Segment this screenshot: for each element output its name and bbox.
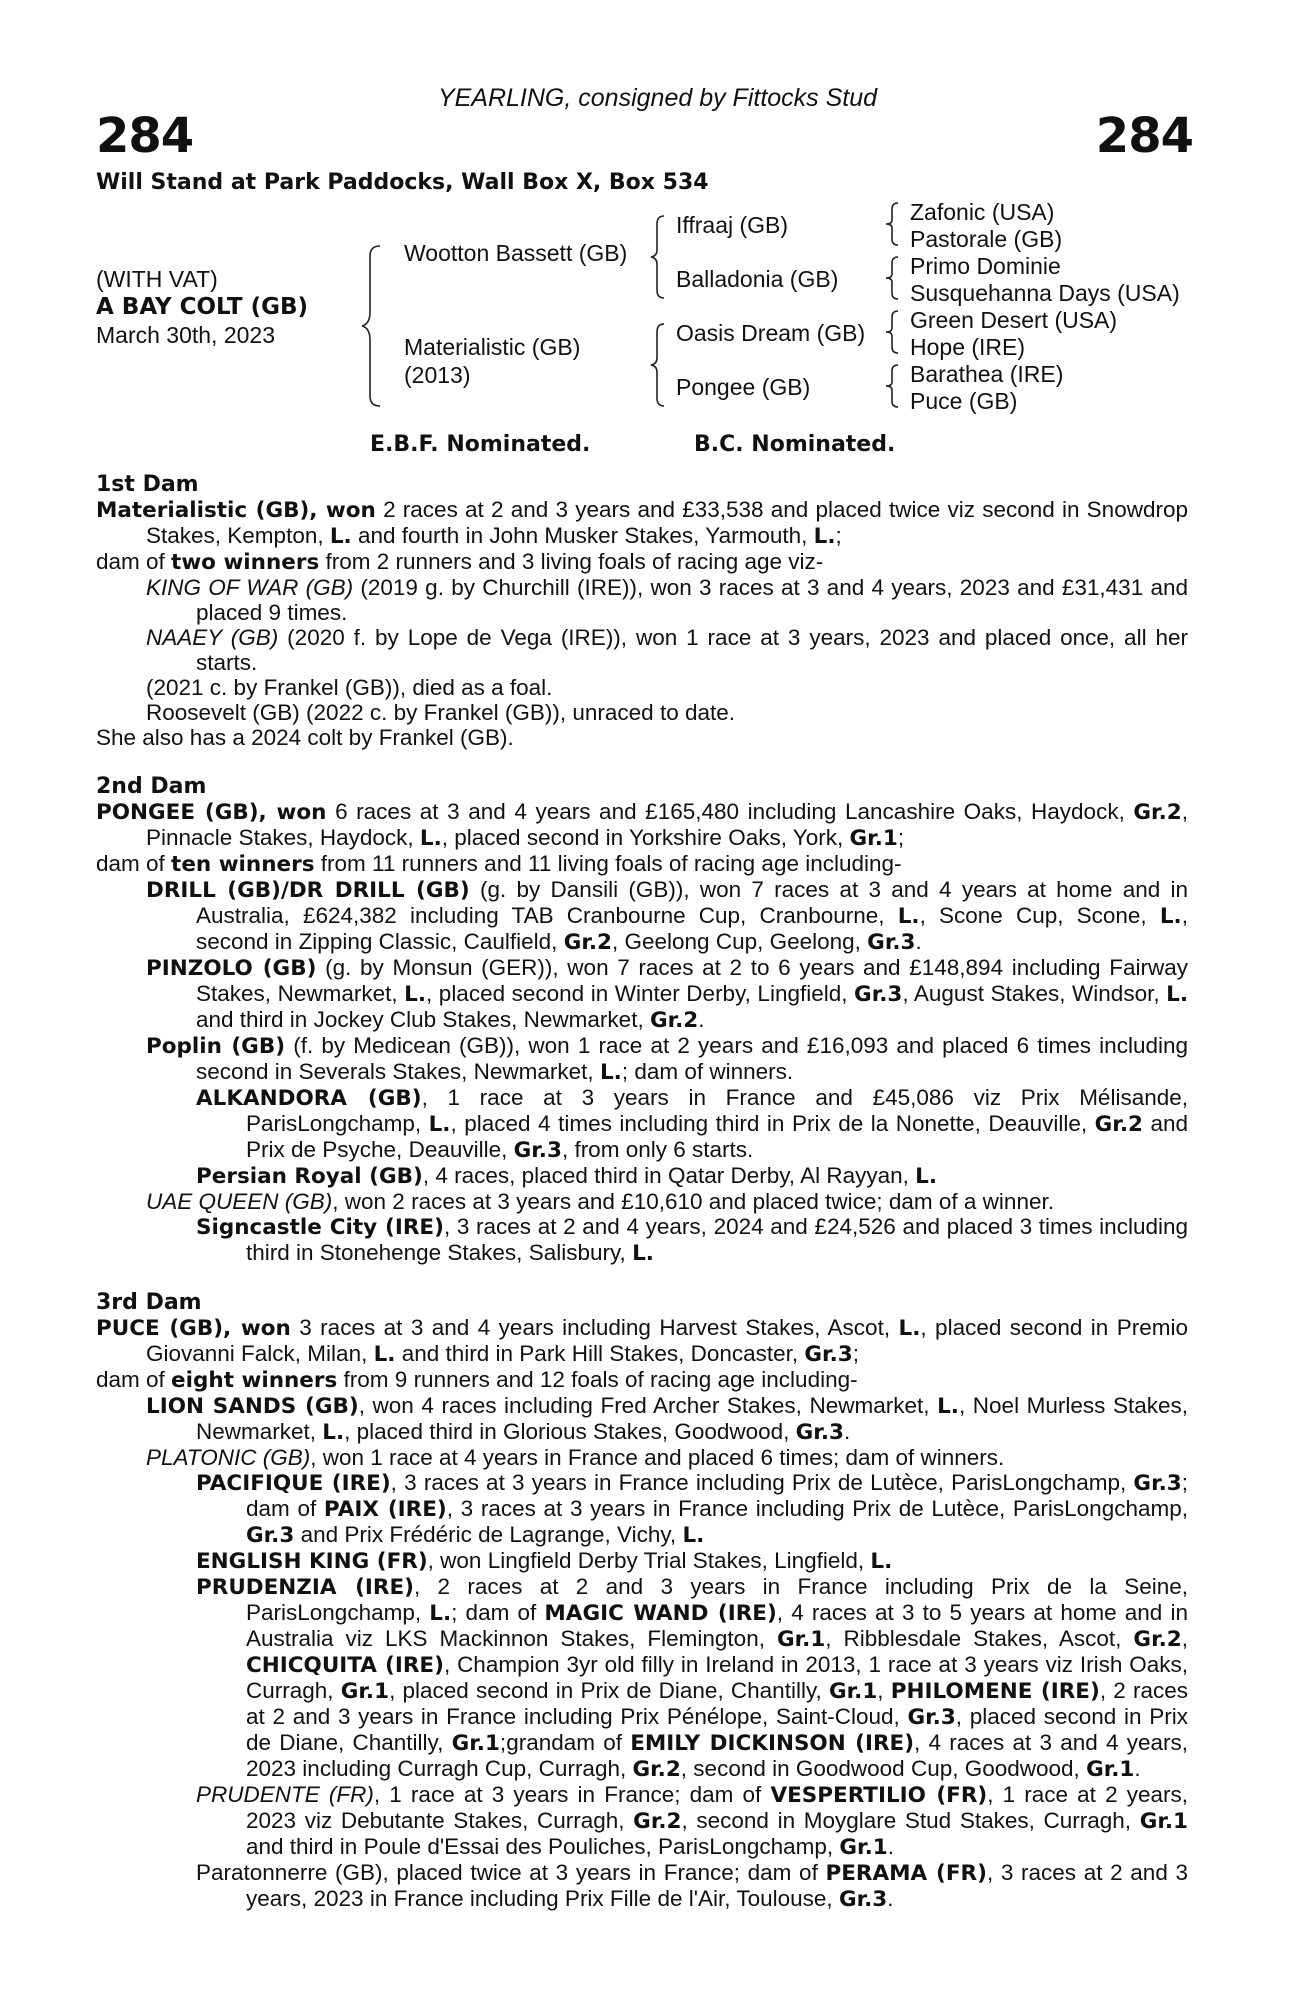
pedigree-g3: Primo Dominie (910, 253, 1061, 279)
produce-entry: NAAEY (GB) (2020 f. by Lope de Vega (IRE)), won 1 race at 3 years, 2023 and placed once, all her starts. (146, 625, 1188, 675)
pedigree-sire-dam: Balladonia (GB) (676, 266, 839, 292)
pedigree-dam-sire: Oasis Dream (GB) (676, 320, 866, 346)
pedigree-brace-sire (648, 212, 670, 302)
second-dam-entry: PONGEE (GB), won 6 races at 3 and 4 years and £165,480 including Lancashire Oaks, Haydock, Gr.2, Pinnacle Stakes, Haydock, L., placed second in Yorkshire Oaks, York, Gr.1; (96, 799, 1188, 851)
grand-produce-entry: Paratonnerre (GB), placed twice at 3 years in France; dam of PERAMA (FR), 3 races at 2 and 3 years, 2023 in France including Prix Fille de l'Air, Toulouse, Gr.3. (196, 1860, 1189, 1912)
first-dam-entry: Materialistic (GB), won 2 races at 2 and 3 years and £33,538 and placed twice viz second in Snowdrop Stakes, Kempton, L. and fourth in John Musker Stakes, Yarmouth, L.; (96, 497, 1188, 549)
pedigree-g4: Susquehanna Days (USA) (910, 280, 1180, 306)
pedigree-brace-dam (648, 320, 670, 410)
third-dam-entry: PUCE (GB), won 3 races at 3 and 4 years including Harvest Stakes, Ascot, L., placed second in Premio Giovanni Falck, Milan, L. and third in Park Hill Stakes, Doncaster, Gr.3; (96, 1315, 1188, 1367)
grand-produce-entry: PRUDENZIA (IRE), 2 races at 2 and 3 years in France including Prix de la Seine, ParisLongchamp, L.; dam of MAGIC WAND (IRE), 4 races at 3 to 5 years at home and in Australia viz LKS Mackinnon Stakes, Flemington, Gr.1, Ribblesdale Stakes, Ascot, Gr.2, CHICQUITA (IRE), Champion 3yr old filly in Ireland in 2013, 1 race at 3 years viz Irish Oaks, Curragh, Gr.1, placed second in Prix de Diane, Chantilly, Gr.1, PHILOMENE (IRE), 2 races at 2 and 3 years in France including Prix Pénélope, Saint-Cloud, Gr.3, placed second in Prix de Diane, Chantilly, Gr.1;grandam of EMILY DICKINSON (IRE), 4 races at 3 and 4 years, 2023 including Curragh Cup, Curragh, Gr.2, second in Goodwood Cup, Goodwood, Gr.1. (196, 1574, 1189, 1782)
pedigree-g7: Barathea (IRE) (910, 361, 1064, 387)
stand-location: Will Stand at Park Paddocks, Wall Box X, Box 534 (96, 170, 709, 195)
pedigree-dam-dam: Pongee (GB) (676, 374, 811, 400)
produce-entry: DRILL (GB)/DR DRILL (GB) (g. by Dansili (GB)), won 7 races at 3 and 4 years at home and in Australia, £624,382 including TAB Cranbourne Cup, Cranbourne, L., Scone Cup, Scone, L., second in Zipping Classic, Caulfield, Gr.2, Geelong Cup, Geelong, Gr.3. (146, 877, 1189, 955)
produce-entry: LION SANDS (GB), won 4 races including Fred Archer Stakes, Newmarket, L., Noel Murless Stakes, Newmarket, L., placed third in Glorious Stakes, Goodwood, Gr.3. (146, 1393, 1189, 1445)
produce-entry: (2021 c. by Frankel (GB)), died as a foal. (146, 675, 553, 700)
pedigree-brace-g3 (882, 308, 904, 356)
ebf-nomination: E.B.F. Nominated. (370, 432, 591, 457)
lot-number-right: 284 (1095, 108, 1193, 164)
pedigree-sire: Wootton Bassett (GB) (404, 240, 628, 266)
produce-entry: Poplin (GB) (f. by Medicean (GB)), won 1 race at 2 years and £16,093 and placed 6 times including second in Severals Stakes, Newmarket, L.; dam of winners. (146, 1033, 1188, 1085)
third-dam-heading: 3rd Dam (96, 1290, 202, 1315)
produce-summary: dam of ten winners from 11 runners and 11 living foals of racing age including- (96, 851, 902, 877)
grand-produce-entry: ENGLISH KING (FR), won Lingfield Derby Trial Stakes, Lingfield, L. (196, 1548, 893, 1574)
grand-produce-entry: PACIFIQUE (IRE), 3 races at 3 years in France including Prix de Lutèce, ParisLongchamp, Gr.3; dam of PAIX (IRE), 3 races at 3 years in France including Prix de Lutèce, ParisLongchamp, Gr.3 and Prix Frédéric de Lagrange, Vichy, L. (196, 1470, 1188, 1548)
grand-produce-entry: Persian Royal (GB), 4 races, placed third in Qatar Derby, Al Rayyan, L. (196, 1163, 937, 1189)
catalogue-body (96, 472, 1188, 1912)
pedigree-g8: Puce (GB) (910, 388, 1018, 414)
bc-nomination: B.C. Nominated. (694, 432, 896, 457)
consignment-line: YEARLING, consigned by Fittocks Stud (437, 84, 878, 112)
produce-entry: UAE QUEEN (GB), won 2 races at 3 years and £10,610 and placed twice; dam of a winner. (146, 1189, 1054, 1214)
grand-produce-entry: ALKANDORA (GB), 1 race at 3 years in France and £45,086 viz Prix Mélisande, ParisLongchamp, L., placed 4 times including third in Prix de la Nonette, Deauville, Gr.2 and Prix de Psyche, Deauville, Gr.3, from only 6 starts. (196, 1085, 1189, 1163)
produce-summary: dam of eight winners from 9 runners and 12 foals of racing age including- (96, 1367, 858, 1393)
pedigree-brace-g2 (882, 254, 904, 302)
pedigree-sire-sire: Iffraaj (GB) (676, 212, 789, 238)
pedigree-brace-g4 (882, 362, 904, 410)
grand-produce-entry: Signcastle City (IRE), 3 races at 2 and 4 years, 2024 and £24,526 and placed 3 times including third in Stonehenge Stakes, Salisbury, L. (196, 1214, 1188, 1266)
produce-summary: dam of two winners from 2 runners and 3 living foals of racing age viz- (96, 549, 824, 575)
second-dam-heading: 2nd Dam (96, 774, 207, 799)
pedigree-dam: Materialistic (GB) (404, 334, 581, 360)
pedigree-g2: Pastorale (GB) (910, 226, 1063, 252)
lot-number-left: 284 (96, 108, 194, 164)
pedigree-brace-main (360, 240, 390, 410)
produce-entry: PINZOLO (GB) (g. by Monsun (GER)), won 7 races at 2 to 6 years and £148,894 including Fairway Stakes, Newmarket, L., placed second in Winter Derby, Lingfield, Gr.3, August Stakes, Windsor, L. and third in Jockey Club Stakes, Newmarket, Gr.2. (146, 955, 1188, 1033)
pedigree-g1: Zafonic (USA) (910, 199, 1055, 225)
produce-entry: Roosevelt (GB) (2022 c. by Frankel (GB)), unraced to date. (146, 700, 735, 725)
grand-produce-entry: PRUDENTE (FR), 1 race at 3 years in France; dam of VESPERTILIO (FR), 1 race at 2 years, 2023 viz Debutante Stakes, Curragh, Gr.2, second in Moyglare Stud Stakes, Curragh, Gr.1 and third in Poule d'Essai des Pouliches, ParisLongchamp, Gr.1. (196, 1782, 1189, 1860)
foaling-date: March 30th, 2023 (96, 322, 276, 348)
pedigree-g5: Green Desert (USA) (910, 307, 1118, 333)
pedigree-g6: Hope (IRE) (910, 334, 1026, 360)
produce-entry: PLATONIC (GB), won 1 race at 4 years in France and placed 6 times; dam of winners. (146, 1445, 1005, 1470)
vat-note: (WITH VAT) (96, 266, 218, 292)
pedigree-brace-g1 (882, 200, 904, 248)
pedigree-dam-year: (2013) (404, 362, 471, 388)
horse-name: A BAY COLT (GB) (96, 294, 309, 320)
first-dam-heading: 1st Dam (96, 472, 199, 497)
produce-note: She also has a 2024 colt by Frankel (GB). (96, 725, 514, 750)
produce-entry: KING OF WAR (GB) (2019 g. by Churchill (IRE)), won 3 races at 3 and 4 years, 2023 and £31,431 and placed 9 times. (146, 575, 1188, 625)
